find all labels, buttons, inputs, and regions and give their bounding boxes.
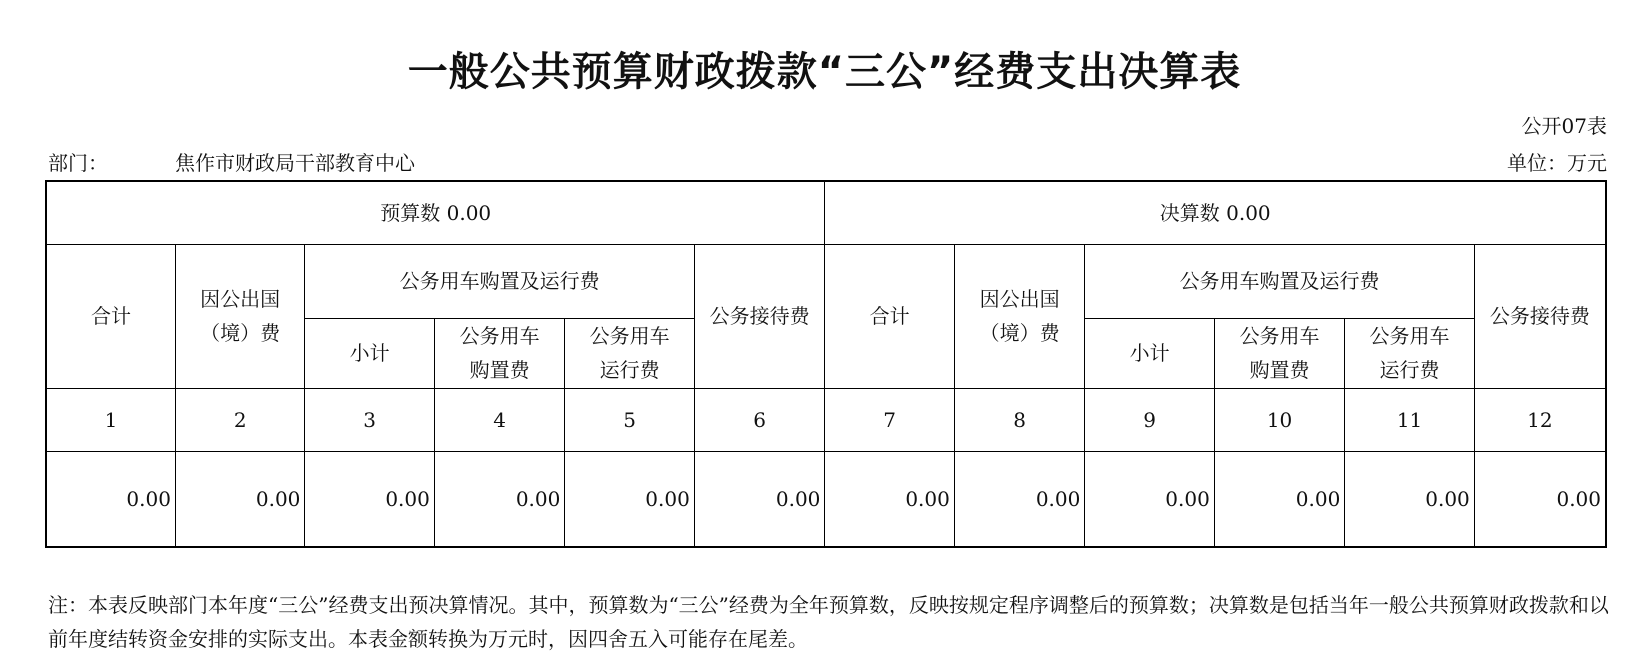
column-number: 5 — [565, 388, 694, 451]
form-number: 公开07表 — [1521, 114, 1607, 138]
value-row — [46, 451, 1606, 547]
value-cell: 0.00 — [1085, 451, 1214, 547]
column-number-row — [46, 388, 1606, 451]
column-number: 4 — [434, 388, 565, 451]
column-number: 7 — [825, 388, 954, 451]
value-cell: 0.00 — [175, 451, 304, 547]
header-reception: 公务接待费 — [1474, 244, 1606, 388]
header-car-operation: 公务用车运行费 — [565, 318, 694, 388]
header-car: 公务用车购置及运行费 — [1085, 244, 1474, 318]
value-cell: 0.00 — [1474, 451, 1606, 547]
value-cell: 0.00 — [46, 451, 175, 547]
value-cell: 0.00 — [565, 451, 694, 547]
table-row — [46, 244, 1606, 318]
unit-label: 单位：万元 — [1507, 151, 1607, 175]
header-car: 公务用车购置及运行费 — [305, 244, 694, 318]
value-cell: 0.00 — [694, 451, 825, 547]
expenditure-table — [45, 180, 1607, 548]
header-abroad: 因公出国（境）费 — [954, 244, 1085, 388]
column-number: 8 — [954, 388, 1085, 451]
value-cell: 0.00 — [1214, 451, 1345, 547]
value-cell: 0.00 — [825, 451, 954, 547]
value-cell: 0.00 — [434, 451, 565, 547]
column-number: 10 — [1214, 388, 1345, 451]
page-title: 一般公共预算财政拨款“三公”经费支出决算表 — [407, 49, 1242, 95]
table-row — [46, 181, 1606, 244]
department-label: 部门： — [48, 151, 108, 175]
column-number: 1 — [46, 388, 175, 451]
column-number: 12 — [1474, 388, 1606, 451]
header-car-purchase: 公务用车购置费 — [1214, 318, 1345, 388]
value-cell: 0.00 — [305, 451, 434, 547]
footnote: 注：本表反映部门本年度“三公”经费支出预决算情况。其中，预算数为“三公”经费为全年预算数，反映按规定程序调整后的预算数；决算数是包括当年一般公共预算财政拨款和以前年度结转资金安排的实际支出。本表金额转换为万元时，因四舍五入可能存在尾差。 — [48, 593, 1609, 651]
column-number: 9 — [1085, 388, 1214, 451]
header-abroad: 因公出国（境）费 — [175, 244, 304, 388]
header-total: 合计 — [825, 244, 954, 388]
header-reception: 公务接待费 — [694, 244, 825, 388]
budget-header: 预算数 0.00 — [46, 181, 825, 244]
header-subtotal: 小计 — [305, 318, 434, 388]
column-number: 3 — [305, 388, 434, 451]
value-cell: 0.00 — [1345, 451, 1474, 547]
column-number: 2 — [175, 388, 304, 451]
header-car-purchase: 公务用车购置费 — [434, 318, 565, 388]
department-name: 焦作市财政局干部教育中心 — [175, 151, 415, 175]
header-total: 合计 — [46, 244, 175, 388]
header-subtotal: 小计 — [1085, 318, 1214, 388]
header-car-operation: 公务用车运行费 — [1345, 318, 1474, 388]
column-number: 11 — [1345, 388, 1474, 451]
final-header: 决算数 0.00 — [825, 181, 1606, 244]
value-cell: 0.00 — [954, 451, 1085, 547]
column-number: 6 — [694, 388, 825, 451]
